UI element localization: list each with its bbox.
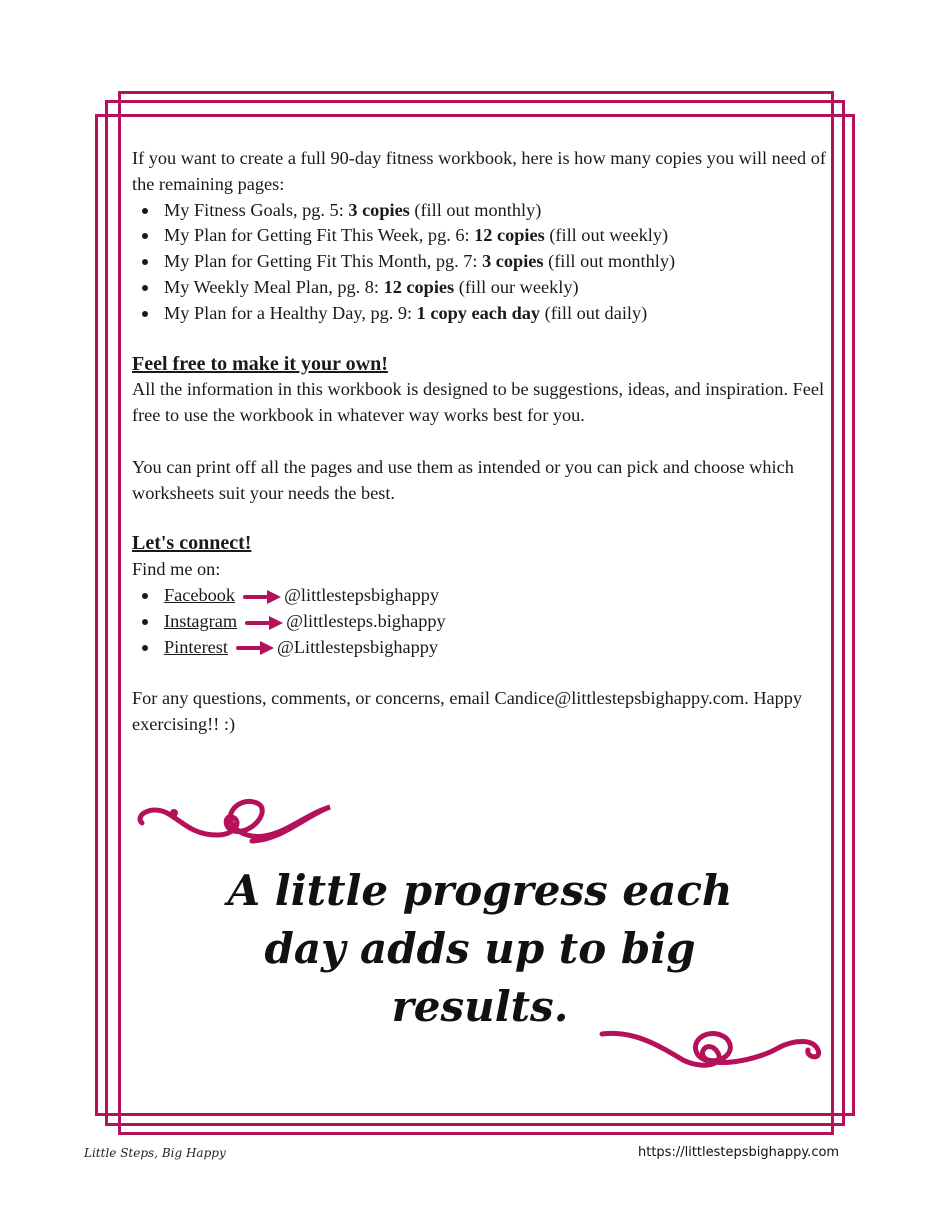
intro-text: If you want to create a full 90-day fitness workbook, here is how many copies you will need of the remaining pages: bbox=[132, 148, 826, 194]
list-item: My Plan for a Healthy Day, pg. 9: 1 copy each day (fill out daily) bbox=[164, 301, 832, 327]
social-item-instagram: Instagram @littlesteps.bighappy bbox=[164, 609, 832, 635]
motivational-quote: A little progress each day adds up to big results. bbox=[227, 866, 733, 1031]
closing-text: For any questions, comments, or concerns, email Candice@littlestepsbighappy.com. Happy exercising!! :) bbox=[132, 688, 803, 734]
swirl-ornament-right-icon bbox=[598, 1020, 823, 1070]
socials-list bbox=[132, 583, 832, 660]
list-item: My Weekly Meal Plan, pg. 8: 12 copies (fill our weekly) bbox=[164, 275, 832, 301]
footer-brand: Little Steps, Big Happy bbox=[84, 1146, 226, 1160]
pages-list bbox=[132, 198, 832, 327]
social-item-pinterest: Pinterest @Littlestepsbighappy bbox=[164, 635, 832, 661]
list-item: My Plan for Getting Fit This Month, pg. 7: 3 copies (fill out monthly) bbox=[164, 249, 832, 275]
page-content bbox=[132, 146, 832, 738]
find-me-text: Find me on: bbox=[132, 559, 221, 580]
arrow-right-icon bbox=[243, 590, 281, 604]
arrow-right-icon bbox=[236, 641, 274, 655]
swirl-ornament-left-icon bbox=[132, 795, 332, 845]
pinterest-link[interactable]: Pinterest bbox=[164, 636, 228, 657]
social-item-facebook: Facebook @littlestepsbighappy bbox=[164, 583, 832, 609]
arrow-right-icon bbox=[245, 616, 283, 630]
own-heading: Feel free to make it your own! bbox=[132, 352, 388, 375]
list-item: My Plan for Getting Fit This Week, pg. 6: 12 copies (fill out weekly) bbox=[164, 223, 832, 249]
own-paragraph-1: All the information in this workbook is designed to be suggestions, ideas, and inspiration. Feel free to use the workbook in whatever way works best for you. bbox=[132, 379, 825, 426]
instagram-link[interactable]: Instagram bbox=[164, 610, 238, 631]
footer-url[interactable]: https://littlestepsbighappy.com bbox=[638, 1145, 840, 1160]
connect-heading: Let's connect! bbox=[132, 532, 252, 555]
own-paragraph-2: You can print off all the pages and use them as intended or you can pick and choose which worksheets suit your needs the best. bbox=[132, 456, 794, 503]
facebook-link[interactable]: Facebook bbox=[164, 584, 236, 605]
list-item: My Fitness Goals, pg. 5: 3 copies (fill out monthly) bbox=[164, 198, 832, 224]
